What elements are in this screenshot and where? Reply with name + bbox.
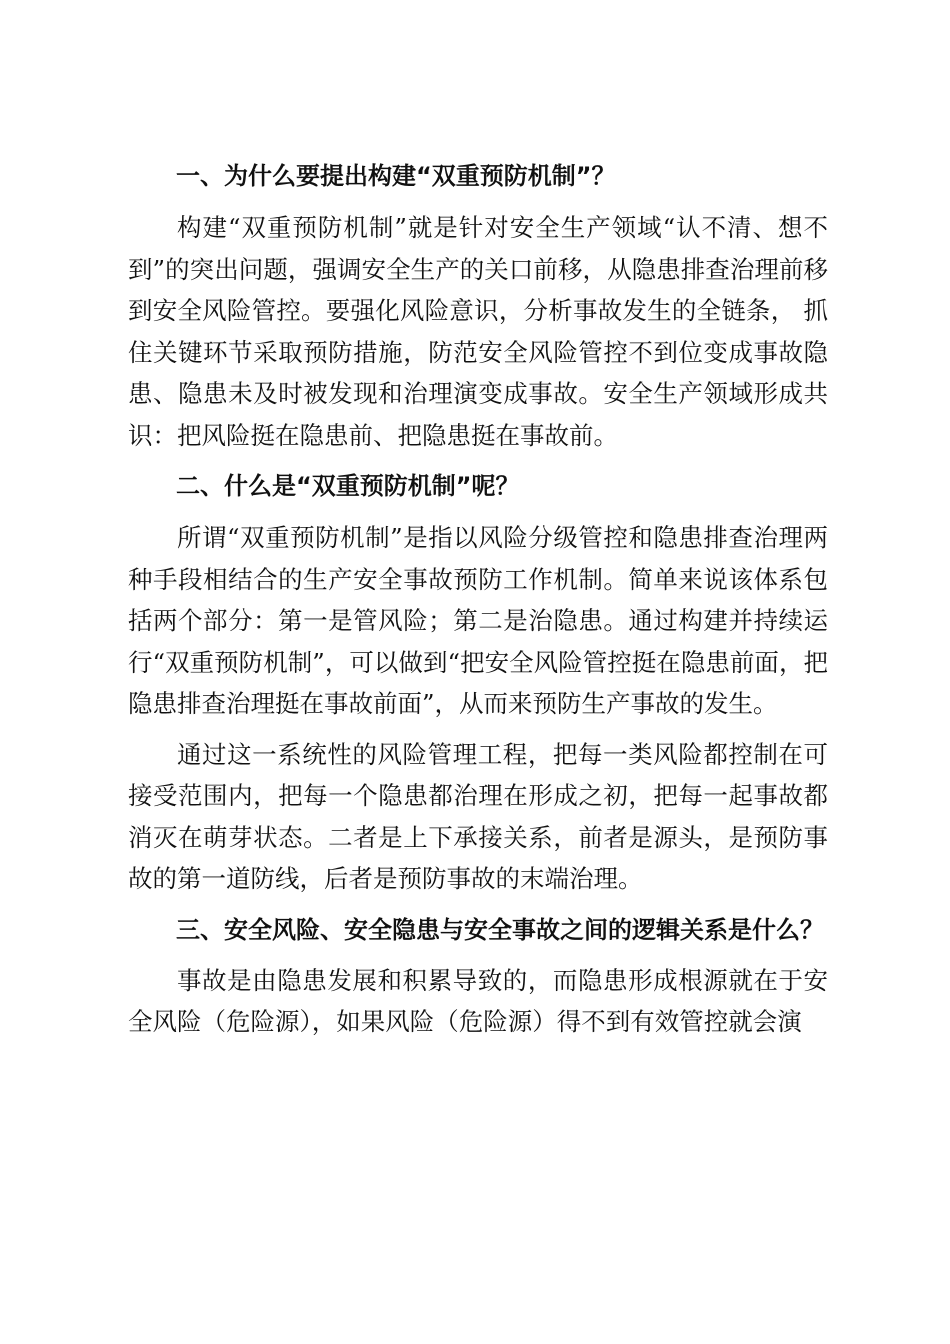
section-1-heading: 一、为什么要提出构建“双重预防机制”？ xyxy=(176,162,616,190)
section-1-paragraph-1: 构建“双重预防机制”就是针对安全生产领域“认不清、想不到”的突出问题，强调安全生产的关口前移，从隐患排查治理前移到安全风险管控。要强化风险意识，分析事故发生的全链条， 抓住关键环节采取预防措施，防范安全风险管控不到位变成事故隐患、隐患未及时被发现和治理演变成事故。安全生产领域形成共识：把风险挺在隐患前、把隐患挺在事故前。 xyxy=(128,213,828,450)
section-2-paragraph-2: 通过这一系统性的风险管理工程，把每一类风险都控制在可接受范围内，把每一个隐患都治理在形成之初，把每一起事故都消灭在萌芽状态。二者是上下承接关系，前者是源头，是预防事故的第一道防线，后者是预防事故的末端治理。 xyxy=(128,739,828,893)
section-3-heading: 三、安全风险、安全隐患与安全事故之间的逻辑关系是什么？ xyxy=(176,915,824,944)
document-body xyxy=(128,155,828,1052)
section-3-paragraph-1: 事故是由隐患发展和积累导致的，而隐患形成根源就在于安全风险（危险源），如果风险（危险源）得不到有效管控就会演 xyxy=(128,965,828,1036)
section-2-paragraph-1: 所谓“双重预防机制”是指以风险分级管控和隐患排查治理两种手段相结合的生产安全事故预防工作机制。简单来说该体系包括两个部分：第一是管风险；第二是治隐患。通过构建并持续运行“双重预防机制”，可以做到“把安全风险管控挺在隐患前面，把隐患排查治理挺在事故前面”，从而来预防生产事故的发生。 xyxy=(128,523,828,718)
section-2-heading: 二、什么是“双重预防机制”呢？ xyxy=(176,472,520,500)
